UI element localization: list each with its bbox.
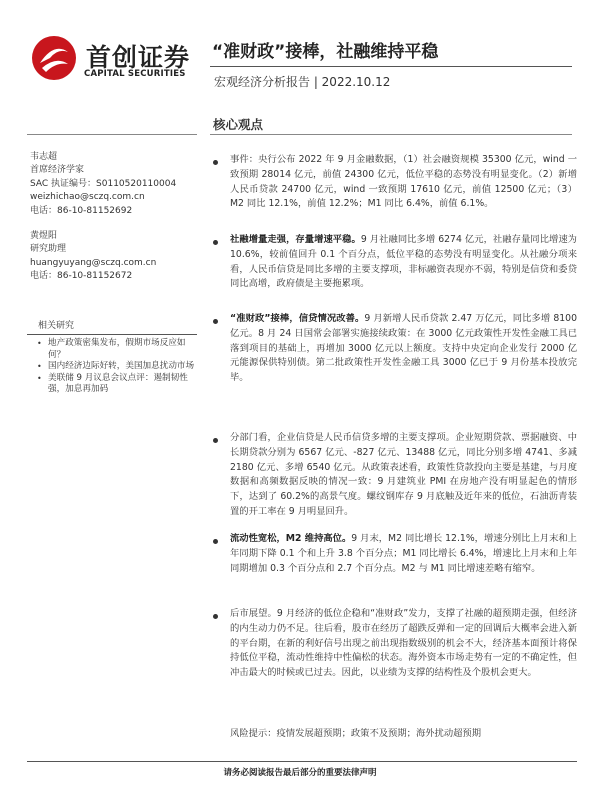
paragraph-lead: 社融增量走强，存量增速平稳。 — [230, 234, 361, 245]
paragraph-text: 后市展望。9 月经济的低位企稳和“准财政”发力，支撑了社融的超预期走强，但经济的内生动力仍不足。往后看，股市在经历了超跌反弹和一定的回调后大概率会进入新的平台期，在新的利好信号出现之前出现指数级别的机会不大，经济基本面预计将保持低位平稳，流动性维持中性偏松的状态。海外资本市场走势有一定的不确定性，但冲击最大的时候或已过去。因此，以业绩为支撑的结构性及个股机会更大。 — [230, 608, 577, 679]
analyst-title: 首席经济学家 — [30, 165, 85, 176]
analyst-email[interactable]: weizhichao@sczq.com.cn — [30, 192, 145, 203]
legal-disclaimer-footer: 请务必阅读报告最后部分的重要法律声明 — [223, 768, 377, 778]
logo-mark-icon — [30, 34, 78, 82]
paragraph-event — [230, 153, 577, 212]
header-divider — [210, 66, 572, 67]
bullet-dot-icon — [213, 539, 218, 544]
section-title: 核心观点 — [213, 117, 264, 132]
bullet-dot-icon — [213, 614, 218, 619]
paragraph-lead: “准财政”接棒，信贷情况改善。 — [230, 313, 365, 324]
logo-english-text: CAPITAL SECURITIES — [84, 69, 186, 79]
paragraph-text: 9 月新增人民币贷款 2.47 万亿元，同比多增 8100 亿元。8 月 24 日国常会部署实施接续政策：在 3000 亿元政策性开发性金融工具已落到项目的基础上，再增加 3000 亿元以上额度。支持中央定向企业发行 2000 亿元能源保供特别债。第二批政策性开发性金融工具 3000 亿已于 9 月份基本投放完毕。 — [230, 313, 577, 384]
related-research-item[interactable]: • 美联储 9 月议息会议点评：遏制韧性强，加息再加码 — [37, 372, 188, 395]
related-research-item[interactable]: • 国内经济边际好转，美国加息扰动市场 — [37, 361, 195, 372]
bullet-dot-icon — [213, 240, 218, 245]
paragraph-liquidity — [230, 532, 577, 576]
section-divider — [210, 134, 572, 135]
related-research-item[interactable]: • 地产政策密集发布，假期市场反应如何？ — [37, 338, 186, 360]
sidebar-divider — [27, 134, 197, 135]
bullet-dot-icon — [213, 438, 218, 443]
analyst-title: 研究助理 — [30, 244, 67, 255]
analyst-name: 黄煜阳 — [30, 231, 58, 241]
related-research-list — [34, 338, 196, 396]
report-headline: “准财政”接棒，社融维持平稳 — [212, 42, 439, 62]
paragraph-text: 分部门看，企业信贷是人民币信贷多增的主要支撑项。企业短期贷款、票据融资、中长期贷款分别为 6567 亿元、-827 亿元、13488 亿元，同比分别多增 4741、多减 2180 亿元、多增 6540 亿元。从政策表述看，政策性贷款投向主要是基建，与月度数据和高频数据反映的情况一致：9 月建筑业 PMI 在房地产没有明显起色的情形下，达到了 60.2%的高景气度。螺纹钢库存 9 月底触及近年来的低位，石油沥青装置的开工率在 9 月明显回升。 — [230, 432, 577, 517]
footer-divider — [27, 761, 577, 762]
paragraph-social-financing — [230, 233, 577, 292]
analyst-card — [30, 230, 156, 284]
paragraph-text: 9 月社融同比多增 6274 亿元，社融存量同比增速为 10.6%，较前值回升 0.1 个百分点，低位平稳的态势没有明显变化。从社融分项来看，人民币信贷是同比多增的主要支撑项，非标融资表现亦不弱，特别是信贷和委贷同比高增，政府债是主要拖累项。 — [230, 234, 577, 290]
analyst-name: 韦志超 — [30, 152, 58, 162]
company-logo — [30, 34, 200, 84]
paragraph-outlook — [230, 607, 577, 681]
bullet-icon: • — [37, 373, 42, 383]
paragraph-text: 事件：央行公布 2022 年 9 月金融数据，（1）社会融资规模 35300 亿元，wind 一致预期 28014 亿元，前值 24300 亿元，低位平稳的态势没有明显变化。（2）新增人民币贷款 24700 亿元，wind 一致预期 17610 亿元，前值 12500 亿元；（3）M2 同比 12.1%，前值 12.2%；M1 同比 6.4%，前值 6.1%。 — [230, 154, 577, 210]
paragraph-lead: 流动性宽松，M2 维持高位。 — [230, 533, 352, 544]
report-type-date: 宏观经济分析报告 | 2022.10.12 — [214, 75, 391, 89]
related-divider — [27, 334, 197, 335]
bullet-icon: • — [37, 339, 42, 348]
related-research-title: 相关研究 — [38, 321, 75, 331]
analyst-license: SAC 执证编号：S0110520110004 — [30, 178, 177, 189]
bullet-dot-icon — [213, 319, 218, 324]
analyst-email[interactable]: huangyuyang@sczq.com.cn — [30, 257, 157, 268]
analyst-phone: 电话：86-10-81152692 — [30, 205, 133, 216]
logo-chinese-text: 首创证券 — [86, 43, 191, 72]
analyst-phone: 电话：86-10-81152672 — [30, 271, 133, 282]
paragraph-sector-breakdown — [230, 431, 577, 520]
bullet-dot-icon — [213, 160, 218, 165]
risk-warning: 风险提示：疫情发展超预期；政策不及预期；海外扰动超预期 — [230, 728, 482, 739]
paragraph-text: 9 月末，M2 同比增长 12.1%，增速分别比上月末和上年同期下降 0.1 个和上升 3.8 个百分点；M1 同比增长 6.4%，增速比上月末和上年同期增加 0.3 个百分点和 2.7 个百分点。M2 与 M1 同比增速差略有缩窄。 — [230, 533, 577, 574]
paragraph-quasi-fiscal — [230, 312, 577, 386]
analyst-card — [30, 151, 176, 218]
bullet-icon: • — [37, 362, 42, 372]
